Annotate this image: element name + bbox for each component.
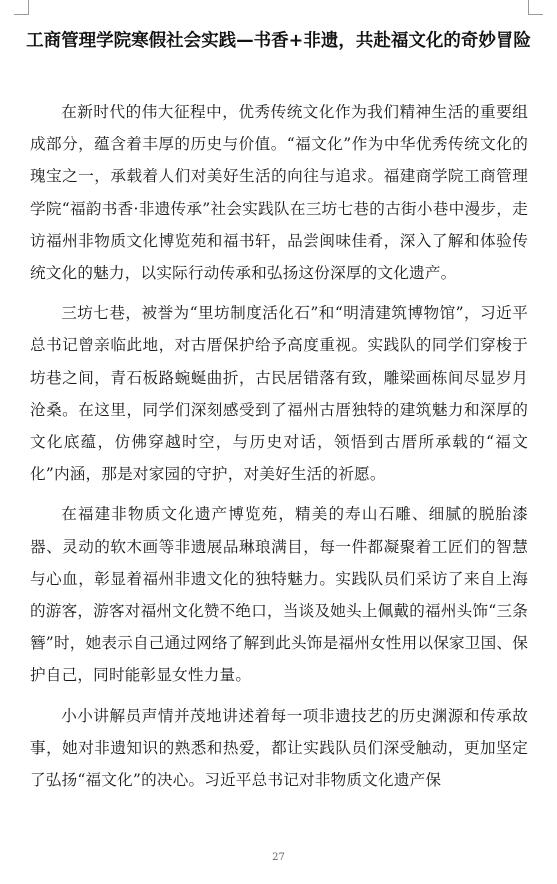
document-title: 工商管理学院寒假社会实践—书香+非遗，共赴福文化的奇妙冒险: [26, 31, 531, 51]
paragraph-2: 三坊七巷，被誉为“里坊制度活化石”和“明清建筑博物馆”，习近平总书记曾亲临此地，对古厝保护给予高度重视。实践队的同学们穿梭于坊巷之间，青石板路蜿蜒曲折，古民居错落有致，雕梁画栋间尽显岁月沧桑。在这里，同学们深刻感受到了福州古厝独特的建筑魅力和深厚的文化底蕴，仿佛穿越时空，与历史对话，领悟到古厝所承载的“福文化”内涵，那是对家园的守护，对美好生活的祈愿。: [30, 304, 528, 484]
paragraph-3: 在福建非物质文化遗产博览苑，精美的寿山石雕、细腻的脱胎漆器、灵动的软木画等非遗展品琳琅满目，每一件都凝聚着工匠们的智慧与心血，彰显着福州非遗文化的独特魅力。实践队员们采访了来自上海的游客，游客对福州文化赞不绝口，当谈及她头上佩戴的福州头饰“三条簪”时，她表示自己通过网络了解到此头饰是福州女性用以保家卫国、保护自己，同时能彰显女性力量。: [30, 505, 528, 685]
document-body: [30, 96, 528, 804]
page-number: 27: [272, 852, 285, 863]
crop-mark-top-left: [14, 0, 29, 15]
crop-mark-top-right: [528, 0, 543, 15]
paragraph-4: 小小讲解员声情并茂地讲述着每一项非遗技艺的历史渊源和传承故事，她对非遗知识的熟悉和热爱，都让实践队员们深受触动，更加坚定了弘扬“福文化”的决心。习近平总书记对非物质文化遗产保: [30, 706, 528, 790]
paragraph-1: 在新时代的伟大征程中，优秀传统文化作为我们精神生活的重要组成部分，蕴含着丰厚的历史与价值。“福文化”作为中华优秀传统文化的瑰宝之一，承载着人们对美好生活的向往与追求。福建商学院工商管理学院“福韵书香·非遗传承”社会实践队在三坊七巷的古街小巷中漫步，走访福州非物质文化博览苑和福书轩，品尝闽味佳肴，深入了解和体验传统文化的魅力，以实际行动传承和弘扬这份深厚的文化遗产。: [30, 103, 528, 283]
